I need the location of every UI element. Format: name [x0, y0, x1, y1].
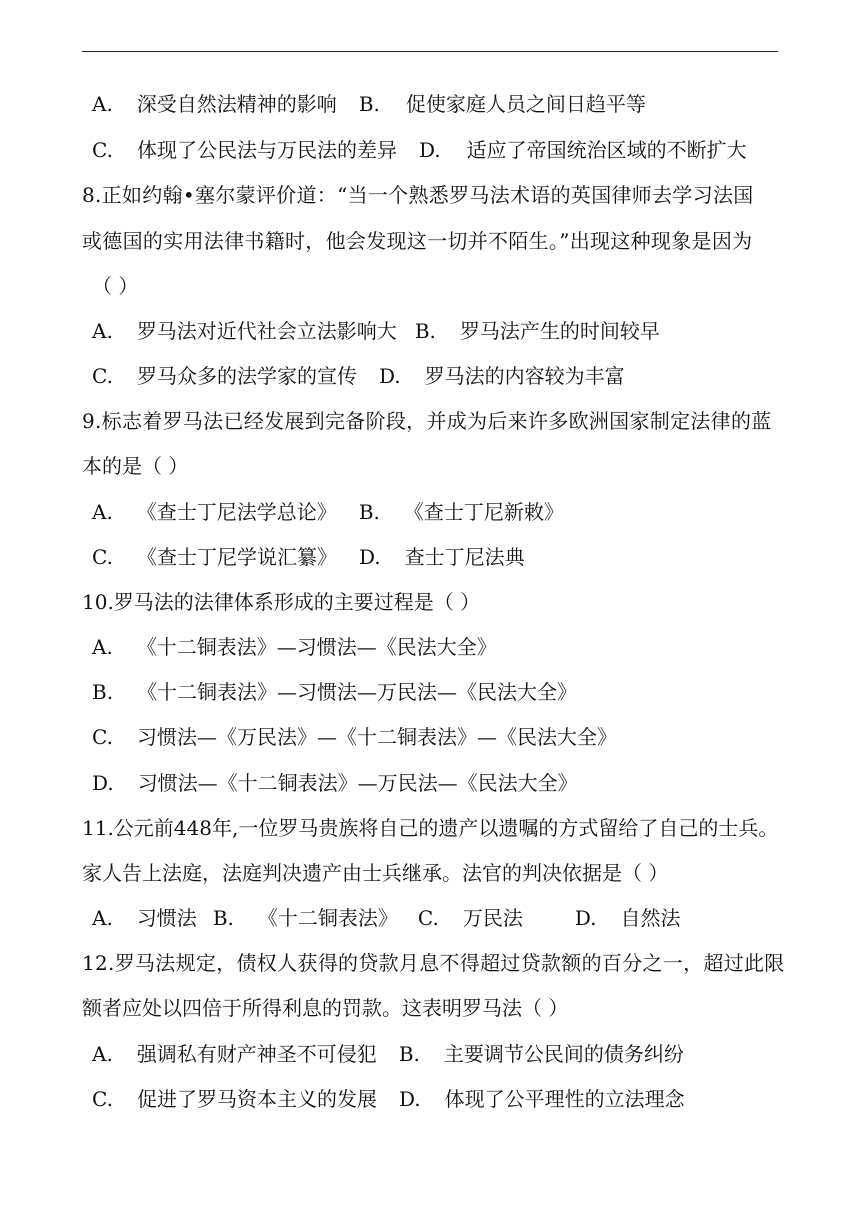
header-rule [82, 51, 778, 52]
q10-option-a-text: 《十二铜表法》—习惯法—《民法大全》 [136, 635, 497, 659]
q7-option-b-text: 促使家庭人员之间日趋平等 [405, 92, 646, 116]
q11-stem-line1: 11.公元前448年,一位罗马贵族将自己的遗产以遗嘱的方式留给了自己的士兵。 [82, 816, 779, 840]
q9-stem-line1: 9.标志着罗马法已经发展到完备阶段，并成为后来许多欧洲国家制定法律的蓝 [82, 409, 772, 433]
q11-option-b-text: 《十二铜表法》 [257, 906, 398, 930]
q10-stem-line1: 10.罗马法的法律体系形成的主要过程是（ ） [82, 590, 481, 614]
q11-option-d-text: 自然法 [620, 906, 681, 930]
q8-options-ab [92, 318, 660, 344]
q12-option-a-text: 强调私有财产神圣不可侵犯 [136, 1042, 377, 1066]
q8-option-a-text: 罗马法对近代社会立法影响大 [136, 319, 397, 343]
q12-option-d-label: D. [398, 1087, 421, 1111]
q12-option-c-label: C. [92, 1087, 113, 1111]
q12-option-a-label: A. [92, 1042, 113, 1066]
q9-stem-line2: 本的是（ ） [82, 454, 189, 478]
q9-option-a-text: 《查士丁尼法学总论》 [136, 500, 337, 524]
q8-answer-blank: （ ） [92, 274, 139, 298]
q7-option-a-text: 深受自然法精神的影响 [136, 92, 337, 116]
q12-option-b-label: B. [398, 1042, 420, 1066]
q12-options-ab [92, 1041, 684, 1067]
q7-options-cd [92, 137, 747, 163]
q7-option-a-label: A. [92, 92, 113, 116]
q10-option-d-text: 习惯法—《十二铜表法》—万民法—《民法大全》 [137, 771, 578, 795]
q10-option-b-text: 《十二铜表法》—习惯法—万民法—《民法大全》 [137, 680, 578, 704]
q12-stem-line2: 额者应处以四倍于所得利息的罚款。这表明罗马法（ ） [82, 996, 569, 1020]
q9-option-d-label: D. [358, 545, 381, 569]
q10-option-d [92, 770, 578, 796]
q8-option-d-text: 罗马法的内容较为丰富 [424, 364, 625, 388]
q8-option-c-label: C. [92, 364, 113, 388]
q8-option-b-text: 罗马法产生的时间较早 [459, 319, 660, 343]
q11-option-b-label: B. [212, 906, 234, 930]
q12-stem-line1: 12.罗马法规定，债权人获得的贷款月息不得超过贷款额的百分之一，超过此限 [82, 951, 785, 975]
q11-stem-line2: 家人告上法庭，法庭判决遗产由士兵继承。法官的判决依据是（ ） [82, 861, 669, 885]
q8-option-c-text: 罗马众多的法学家的宣传 [136, 364, 357, 388]
q9-option-c-text: 《查士丁尼学说汇纂》 [136, 545, 337, 569]
q7-options-ab [92, 91, 646, 117]
q12-option-c-text: 促进了罗马资本主义的发展 [136, 1087, 377, 1111]
q8-option-d-label: D. [378, 364, 401, 388]
q9-option-b-label: B. [358, 500, 380, 524]
q12-option-b-text: 主要调节公民间的债务纠纷 [443, 1042, 684, 1066]
q11-options [92, 905, 681, 931]
q8-option-a-label: A. [92, 319, 113, 343]
q9-options-ab [92, 499, 564, 525]
q10-option-c-label: C. [92, 725, 113, 749]
q10-option-c-text: 习惯法—《万民法》—《十二铜表法》—《民法大全》 [136, 725, 617, 749]
q8-option-b-label: B. [414, 319, 436, 343]
q9-option-d-text: 查士丁尼法典 [404, 545, 525, 569]
q7-option-d-text: 适应了帝国统治区域的不断扩大 [466, 138, 747, 162]
q10-option-a [92, 634, 497, 660]
q11-option-c-label: C. [417, 906, 439, 930]
q11-option-a-label: A. [92, 906, 113, 930]
q8-stem-line2: 或德国的实用法律书籍时，他会发现这一切并不陌生。”出现这种现象是因为 [82, 229, 753, 253]
q9-option-c-label: C. [92, 545, 113, 569]
q8-stem-line1: 8.正如约翰•塞尔蒙评价道：“当一个熟悉罗马法术语的英国律师去学习法国 [82, 183, 754, 207]
q7-option-d-label: D. [418, 138, 441, 162]
q9-options-cd [92, 544, 525, 570]
q10-option-b-label: B. [92, 680, 114, 704]
q10-option-b [92, 679, 577, 705]
q10-option-a-label: A. [92, 635, 113, 659]
q11-option-a-text: 习惯法 [136, 906, 197, 930]
q7-option-c-label: C. [92, 138, 113, 162]
q7-option-b-label: B. [358, 92, 380, 116]
q10-option-c [92, 724, 617, 750]
q8-options-cd [92, 363, 625, 389]
q11-option-c-text: 万民法 [462, 906, 523, 930]
q12-option-d-text: 体现了公平理性的立法理念 [444, 1087, 685, 1111]
q11-option-d-label: D. [574, 906, 597, 930]
q10-option-d-label: D. [92, 771, 114, 795]
q9-option-a-label: A. [92, 500, 113, 524]
q9-option-b-text: 《查士丁尼新敕》 [403, 500, 564, 524]
q12-options-cd [92, 1086, 685, 1112]
q7-option-c-text: 体现了公民法与万民法的差异 [136, 138, 397, 162]
